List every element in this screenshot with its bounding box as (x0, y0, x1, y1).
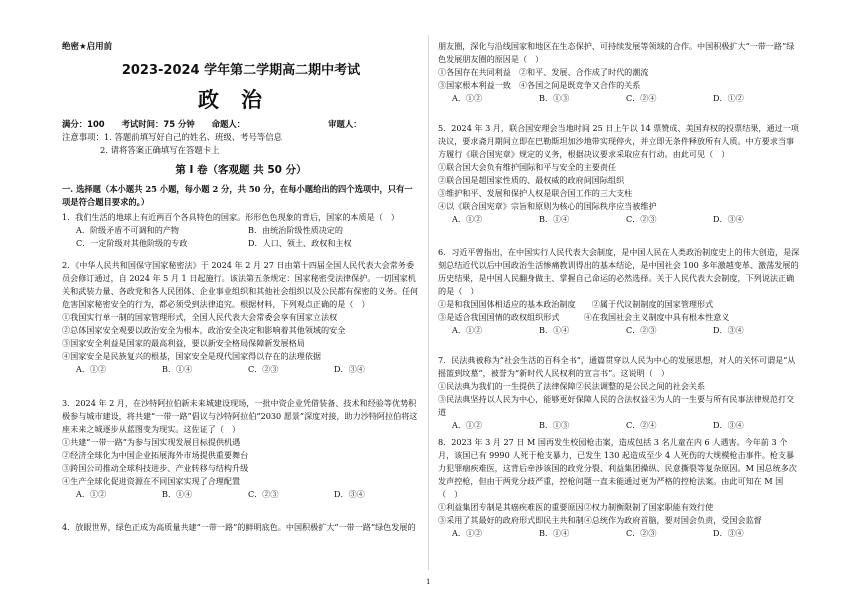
option-d: D．①② (713, 92, 744, 103)
subject-title: 政治 (198, 88, 284, 112)
question-4-continued (438, 40, 800, 105)
statement-1: ①联合国大会负有维护国际和平与安全的主要责任 (438, 161, 617, 172)
question-stem: 7．民法典被称为“社会生活的百科全书”，通篇贯穿以人民为中心的发展思想，对人的关怀可谓是“从摇篮到坟墓”，被誉为“新时代人民权利的宣言书”。这说明（ ） (438, 355, 796, 378)
option-c: C．②④ (626, 419, 657, 430)
exam-notes (62, 131, 420, 157)
option-a: A．①② (452, 213, 483, 224)
option-b: B．①③ (539, 92, 570, 103)
statement-4: ④生产全球化促进资源在不同国家实现了合理配置 (62, 475, 241, 486)
statement-line-2: ③国家根本利益一致 ④各国之间是既竞争又合作的关系 (438, 79, 641, 90)
question-4 (62, 521, 420, 534)
statement-line-1: ①各国存在共同利益 ②和平、发展、合作成了时代的潮流 (438, 66, 649, 77)
option-b: B．①④ (162, 363, 193, 374)
option-c: C．②③ (248, 488, 279, 499)
statement-2: ②联合国是超国家性质的、最权威的政府间国际组织 (438, 174, 625, 185)
option-b: B．①④ (539, 324, 570, 335)
option-d: D．③④ (334, 363, 365, 374)
note-2: 2. 请将答案正确填写在答题卡上 (100, 145, 220, 156)
note-1: 1. 答题前填写好自己的姓名、班级、考号等信息 (103, 132, 283, 142)
statement-line-2: ③民法典坚持以人民为中心，能够更好保障人民的合法权益④为人的一生要与所有民事法律规范打交道 (438, 393, 795, 417)
statement-line-1: ①是和我国国体相适应的基本政治制度 ②属于代议制制度的国家管理形式 (438, 298, 714, 309)
statement-2: ②经济全球化为中国企业拓展海外市场提供重要舞台 (62, 449, 249, 460)
option-c: C．②③ (248, 363, 279, 374)
option-c: C．一定阶级对其他阶级的专政 (76, 237, 188, 248)
statement-1: ①我国实行单一制的国家管理形式，全国人民代表大会常委会享有国家立法权 (62, 311, 338, 322)
statement-3: ③维护和平、发展和保护人权是联合国工作的三大支柱 (438, 187, 633, 198)
exam-info-row (62, 118, 420, 130)
exam-title: 2023-2024 学年第二学期高二期中考试 (121, 63, 361, 78)
option-d: D．③④ (713, 324, 744, 335)
option-c: C．②④ (626, 92, 657, 103)
statement-4: ④以《联合国宪章》宗旨和原则为核心的国际秩序应当被维护 (438, 200, 657, 211)
statement-line-2: ③是适合我国国情的政权组织形式 ④在我国社会主义制度中具有根本性意义 (438, 311, 730, 322)
statement-1: ①共建“一带一路”为参与国实现发展目标提供机遇 (62, 436, 241, 447)
setter-label: 命题人： (211, 119, 246, 129)
confidential-mark: 绝密★启用前 (62, 42, 113, 52)
statement-3: ③跨国公司推动全球科技进步、产业转移与结构升级 (62, 462, 249, 473)
option-a: A．①② (452, 324, 483, 335)
option-d: D．③④ (334, 488, 365, 499)
option-a: A．①② (452, 419, 483, 430)
question-stem: 6．习近平曾指出，在中国实行人民代表大会制度，是中国人民在人类政治制度史上的伟大创造，是深刻总结近代以后中国政治生活惨痛教训得出的基本结论，是中国社会 100 多年激越变革、激荡发展的历史结果，是中国人民翻身做主、掌握自己命运的必然选择。关于人民代表大会制度，下列说法正确的是（ ） (438, 247, 800, 296)
option-d: D．③④ (713, 419, 744, 430)
notes-label: 注意事项： (62, 132, 104, 142)
question-2 (62, 259, 420, 375)
option-c: C．②③ (626, 324, 657, 335)
question-5 (438, 122, 800, 226)
section-instruction: 一. 选择题（本小题共 25 小题，每小题 2 分，共 50 分，在每小题给出的四个选项中，只有一项是符合题目要求的。） (62, 184, 413, 208)
question-stem: 1．我们生活的地球上有近两百个各具特色的国家。形形色色现象的背后，国家的本质是（ ） (62, 212, 399, 222)
option-a: A．①② (76, 488, 107, 499)
option-c: C．②③ (626, 527, 657, 538)
statement-4: ④国家安全是民族复兴的根基，国家安全是现代国家得以存在的法理依据 (62, 350, 322, 361)
question-8 (438, 436, 800, 540)
question-stem: 8．2023 年 3 月 27 日 M 国再发生校园枪击案，造成包括 3 名儿童在内 6 人遇害。今年前 3 个月，该国已有 9990 人死于枪支暴力，已发生 130 起造成至少 4 人死伤的大规模枪击事件。枪支暴力犯罪痼疾难医，这背后牵涉该国的政党分裂、利益集团操纵、民意撕裂等复杂原因。M 国总统多次发声控枪，但由于两党分歧严重，控枪问题一直未能通过更为严格的控枪法案。由此可知在 M 国（ ） (438, 437, 797, 499)
statement-line-1: ①利益集团专制是其癌疾难医的重要原因②权力制衡限制了国家职能有效行使 (438, 501, 714, 512)
question-stem-continued: 朋友圈，深化与沿线国家和地区在生态保护、可持续发展等领域的合作。中国积极扩大“一带一路”绿色发展朋友圈的原因是（ ） (438, 41, 795, 64)
question-stem: 5．2024 年 3 月，联合国安理会当地时间 25 日上午以 14 票赞成、美国弃权的投票结果，通过一项决议，要求斋月期间立即在巴勒斯坦加沙地带实现停火，并立即无条件释放所有人质。中方要求当事方履行《联合国宪章》规定的义务，根据决议要求采取应有行动。由此可见（ ） (438, 123, 799, 159)
option-c: C．②③ (626, 213, 657, 224)
option-b: B．①④ (539, 527, 570, 538)
score-label: 满分：100 (62, 119, 105, 129)
reviewer-label: 审题人： (328, 119, 362, 129)
option-d: D．③④ (713, 213, 744, 224)
statement-line-1: ①民法典为我们的一生提供了法律保障②民法调整的是公民之间的社会关系 (438, 380, 706, 391)
option-d: D．③④ (713, 527, 744, 538)
option-b: B．①④ (162, 488, 193, 499)
question-3 (62, 397, 420, 501)
statement-2: ②总体国家安全观要以政治安全为根本，政治安全决定和影响着其他领域的安全 (62, 324, 346, 335)
time-label: 考试时间：75 分钟 (121, 119, 195, 129)
question-1 (62, 211, 420, 250)
question-stem: 4．放眼世界，绿色正成为高质量共建“一带一路”的鲜明底色。中国积极扩大“一带一路”绿色发展的 (62, 522, 416, 532)
column-divider (428, 35, 429, 570)
option-b: B．①③ (539, 419, 570, 430)
option-b: B．由统治阶级性质决定的 (248, 224, 343, 235)
question-6 (438, 246, 800, 337)
page-number: 1 (426, 578, 431, 586)
question-stem: 2．《中华人民共和国保守国家秘密法》于 2024 年 2 月 27 日由第十四届全国人民代表大会常务委员会修订通过，自 2024 年 5 月 1 日起施行。该法第五条规定：国家秘密受法律保护。一切国家机关和武装力量、各政党和各人民团体、企业事业组织和其他社会组织以及公民都有保密的义务。任何危害国家秘密安全的行为，都必须受到法律追究。根据材料，下列观点正确的是（ ） (62, 260, 419, 309)
statement-line-2: ③采用了其最好的政府形式即民主共和制④总统作为政府首脑，要对国会负责，受国会监督 (438, 514, 762, 525)
section-heading: 第 I 卷（客观题 共 50 分） (175, 164, 307, 176)
option-b: B．①④ (539, 213, 570, 224)
question-stem: 3．2024 年 2 月，在沙特阿拉伯新未来城建设现场，一批中资企业凭借装备、技术和经验等优势积极参与城市建设，将共建“一带一路”倡议与沙特阿拉伯“2030 愿景”深度对接，助力沙特阿拉伯将这座未来之城逐步从蓝图变为现实。这佐证了（ ） (62, 398, 418, 434)
option-a: A．阶级矛盾不可调和的产物 (76, 224, 179, 235)
question-7 (438, 354, 800, 432)
statement-3: ③国家安全利益是国家的最高利益，要以新安全格局保障新发展格局 (62, 337, 305, 348)
option-a: A．①② (452, 527, 483, 538)
option-a: A．①② (76, 363, 107, 374)
option-d: D．人口、领土、政权和主权 (248, 237, 352, 248)
option-a: A．①② (452, 92, 483, 103)
